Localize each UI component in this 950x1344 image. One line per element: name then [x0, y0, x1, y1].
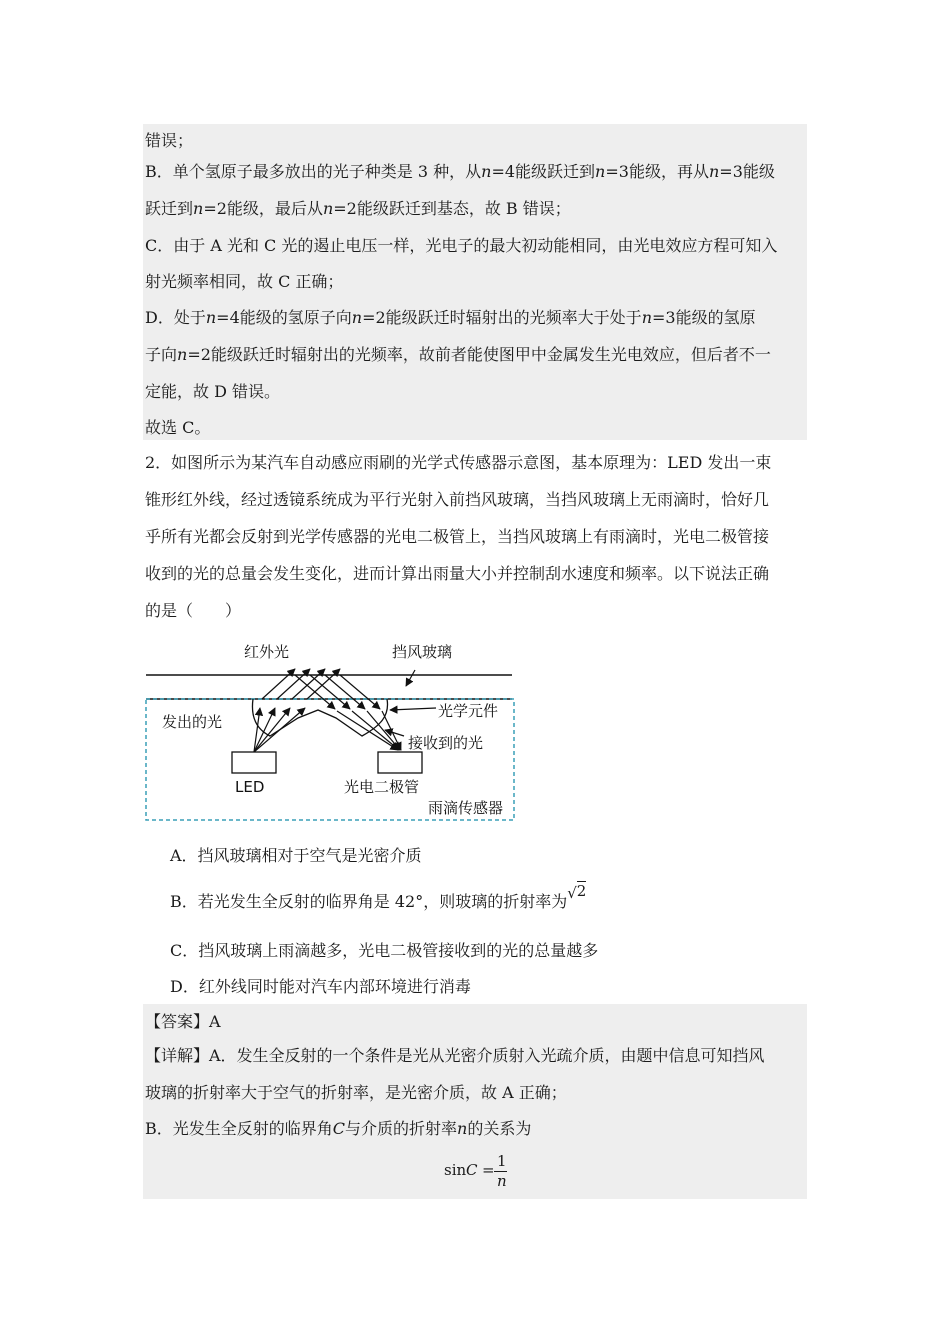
- rain-sensor-diagram: [140, 636, 520, 828]
- label-emitted: 发出的光: [162, 713, 223, 731]
- answer-line: 【详解】A．发生全反射的一个条件是光从光密介质射入光疏介质，由题中信息可知挡风: [145, 1046, 765, 1065]
- option-a: A．挡风玻璃相对于空气是光密介质: [170, 846, 422, 865]
- photodiode-box: [378, 752, 422, 773]
- question-line: 锥形红外线，经过透镜系统成为平行光射入前挡风玻璃，当挡风玻璃上无雨滴时，恰好几: [145, 490, 770, 509]
- sqrt-symbol: √: [567, 884, 577, 902]
- solution-line: 跃迁到n=2能级，最后从n=2能级跃迁到基态，故 B 错误；: [145, 199, 571, 218]
- solution-line: 故选 C。: [145, 418, 211, 437]
- question-line: 收到的光的总量会发生变化，进而计算出雨量大小并控制刮水速度和频率。以下说法正确: [145, 564, 770, 583]
- solution-line: 子向n=2能级跃迁时辐射出的光频率，故前者能使图甲中金属发生光电效应，但后者不一: [145, 345, 771, 364]
- option-b: B．若光发生全反射的临界角是 42°，则玻璃的折射率为√2: [170, 882, 587, 911]
- label-infrared: 红外光: [244, 643, 290, 661]
- option-d: D．红外线同时能对汽车内部环境进行消毒: [170, 977, 471, 996]
- label-windshield: 挡风玻璃: [392, 643, 453, 661]
- led-box: [232, 752, 276, 773]
- question-line: 2．如图所示为某汽车自动感应雨刷的光学式传感器示意图，基本原理为：LED 发出一束: [145, 453, 772, 472]
- label-received: 接收到的光: [408, 734, 484, 752]
- solution-line: 射光频率相同，故 C 正确；: [145, 272, 344, 291]
- answer-line: 玻璃的折射率大于空气的折射率，是光密介质，故 A 正确；: [145, 1083, 567, 1102]
- label-led: LED: [235, 778, 265, 796]
- answer-label: 【答案】A: [145, 1012, 221, 1031]
- solution-line: 定能，故 D 错误。: [145, 382, 281, 401]
- question-line: 的是（ ）: [145, 601, 242, 620]
- option-c: C．挡风玻璃上雨滴越多，光电二极管接收到的光的总量越多: [170, 941, 599, 960]
- solution-line: C．由于 A 光和 C 光的遏止电压一样，光电子的最大初动能相同，由光电效应方程可知入: [145, 236, 778, 255]
- solution-line: D．处于n=4能级的氢原子向n=2能级跃迁时辐射出的光频率大于处于n=3能级的氢原: [145, 308, 756, 327]
- solution-line: 错误；: [145, 131, 194, 150]
- label-sensor: 雨滴传感器: [428, 799, 504, 817]
- label-photodiode: 光电二极管: [344, 778, 420, 796]
- question-line: 乎所有光都会反射到光学传感器的光电二极管上，当挡风玻璃上有雨滴时，光电二极管接: [145, 527, 770, 546]
- answer-b-line: B．光发生全反射的临界角C与介质的折射率n的关系为: [145, 1119, 532, 1138]
- solution-line: B．单个氢原子最多放出的光子种类是 3 种，从n=4能级跃迁到n=3能级，再从n=3能级: [145, 162, 775, 181]
- label-optical-element: 光学元件: [438, 702, 499, 720]
